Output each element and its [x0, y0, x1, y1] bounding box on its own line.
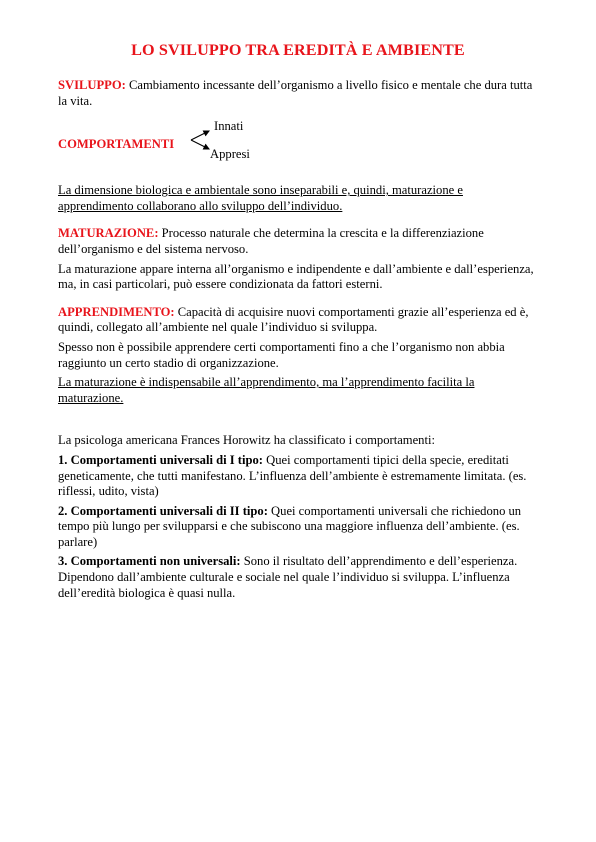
branch-appresi: Appresi	[210, 147, 250, 162]
horowitz-item-label: 2. Comportamenti universali di II tipo:	[58, 503, 268, 518]
horowitz-intro: La psicologa americana Frances Horowitz ha classificato i comportamenti:	[58, 433, 435, 448]
horowitz-item	[58, 554, 538, 601]
apprendimento-definition	[58, 305, 538, 336]
maturazione-text: Processo naturale che determina la crescita e la differenziazione dell’organismo e del sistema nervoso.	[58, 226, 484, 256]
sviluppo-text: Cambiamento incessante dell’organismo a livello fisico e mentale che dura tutta la vita.	[58, 78, 533, 108]
apprendimento-extra: Spesso non è possibile apprendere certi comportamenti fino a che l’organismo non abbia raggiunto un certo stadio di organizzazione.	[58, 339, 505, 370]
comportamenti-label: COMPORTAMENTI	[58, 137, 175, 152]
sviluppo-definition	[58, 78, 538, 109]
apprendimento-text: Capacità di acquisire nuovi comportamenti grazie all’esperienza ed è, quindi, collegato all’ambiente nel quale l’individuo si sviluppa.	[58, 304, 529, 335]
document-page	[58, 40, 538, 601]
page-title: LO SVILUPPO TRA EREDITÀ E AMBIENTE	[131, 41, 465, 59]
horowitz-item-text: Sono il risultato dell’apprendimento e dell’esperienza. Dipendono dall’ambiente culturale e sociale nel quale l’individuo si sviluppa. L’influenza dell’eredità biologica è quasi nulla.	[58, 554, 518, 600]
note-biologica: La dimensione biologica e ambientale sono inseparabili e, quindi, maturazione e apprendimento collaborano allo sviluppo dell’individuo.	[58, 183, 463, 213]
sviluppo-term: SVILUPPO:	[58, 78, 126, 92]
horowitz-item-text: Quei comportamenti tipici della specie, ereditati geneticamente, che tutti manifestano. L’influenza dell’ambiente è estremamente limitata. (es. riflessi, udito, vista)	[58, 452, 527, 499]
apprendimento-note: La maturazione è indispensabile all’apprendimento, ma l’apprendimento facilita la maturazione.	[58, 375, 475, 405]
horowitz-item-label: 1. Comportamenti universali di I tipo:	[58, 452, 263, 467]
horowitz-item	[58, 504, 538, 551]
apprendimento-term: APPRENDIMENTO:	[58, 304, 175, 319]
horowitz-item	[58, 453, 538, 500]
maturazione-term: MATURAZIONE:	[58, 226, 159, 241]
horowitz-item-text: Quei comportamenti universali che richiedono un tempo più lungo per svilupparsi e che subiscono una maggiore influenza dell’ambiente. (es. parlare)	[58, 503, 522, 549]
branch-innati: Innati	[214, 119, 244, 134]
branch-arrows-icon	[190, 129, 212, 151]
maturazione-definition	[58, 226, 538, 257]
maturazione-extra: La maturazione appare interna all’organismo e indipendente e dall’ambiente e dall’esperienza, ma, in casi particolari, può essere condizionata da fattori esterni.	[58, 261, 534, 292]
comportamenti-diagram	[58, 121, 538, 171]
horowitz-item-label: 3. Comportamenti non universali:	[58, 554, 241, 569]
